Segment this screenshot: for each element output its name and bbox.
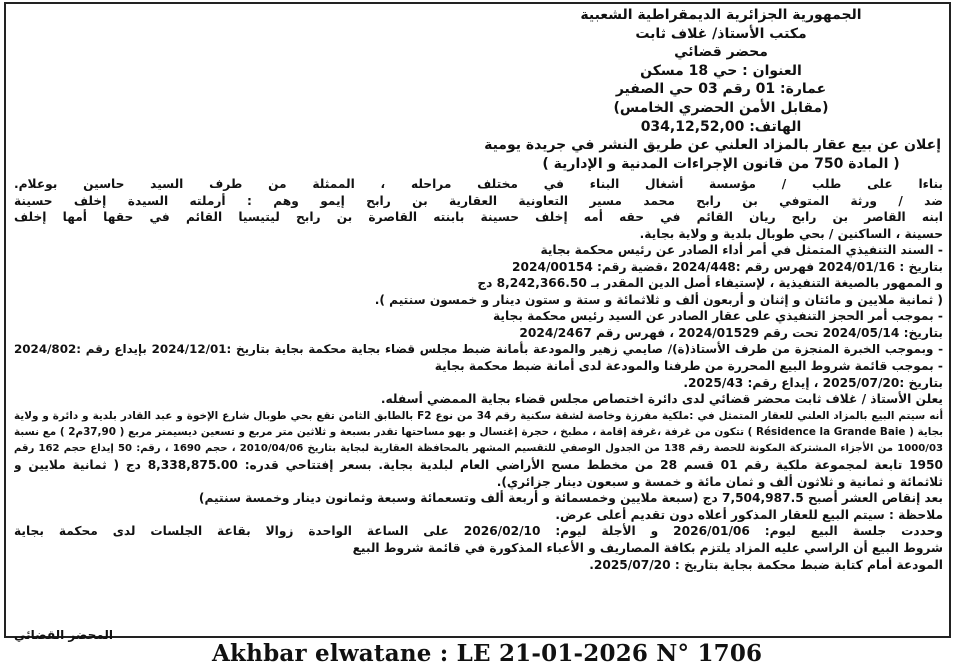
body-line: أنه سيتم البيع بالمزاد العلني للعقار المتمثل في :ملكية مفرزة وخاصة لشقة سكنية رقم 34 من نوع F2 بالطابق الثامن تقع بحي طوبال شارع الإخوة و عبد القادر بلدية و دائرة و ولاية <box>14 409 943 422</box>
body-line: بناءا على طلب / مؤسسة أشغال البناء في مختلف مراحله ، الممثلة من طرف السيد حاسين بوعلام. <box>14 177 943 191</box>
body-line: ملاحظة : سيتم البيع للعقار المذكور أعلاه دون تقديم أعلى عرض. <box>555 507 943 522</box>
header-line: ( المادة 750 من قانون الإجراءات المدنية و الإدارية ) <box>542 155 900 172</box>
body-line: ابنه القاصر بن رابح ريان القائم في حقه أمه إخلف حسينة بابنته القاصرة بن رابح ليتيسيا القائم في حقها أمها إخلف <box>14 210 943 225</box>
header-line: الهاتف: 034,12,52,00 <box>640 118 802 135</box>
body-line: ( ثمانية ملايين و مائتان و إثنان و أربعون ألف و ثلاثمائة و ستة و ستون دينار و خمسون سنتيم ). <box>374 292 943 307</box>
bailiff-signature-label: المحضر القضائي <box>14 628 114 642</box>
header-line: العنوان : حي 18 مسكن <box>640 62 802 79</box>
body-line: شروط البيع أن الراسي عليه المزاد يلتزم بكافة المصاريف و الأعباء المذكورة في قائمة شروط البيع <box>352 541 943 556</box>
header-line: (مقابل الأمن الحضري الخامس) <box>613 99 829 116</box>
notice-body <box>14 176 943 573</box>
body-line: 1000/03 من الأجزاء المشتركة المكونة للحصة رقم 138 من الجدول الوصفي للتقسيم المشهر بالمحافظة العقارية لبجاية بتاريخ 2010/04/06 ، حجم 1690 ، رقم: 50 إيداع حجم 162 رقم <box>14 442 943 454</box>
header-line: إعلان عن بيع عقار بالمزاد العلني عن طريق النشر في جريدة يومية <box>484 137 941 154</box>
header-line: الجمهورية الجزائرية الديمقراطية الشعبية <box>580 7 862 23</box>
body-line: ثلاثمائة و ثمانية و ثلاثون ألف و ثمان مائة و خمسة و سبعون دينار جزائري). <box>496 474 943 489</box>
body-line: بجاية ( Résidence la Grande Baie ) تتكون من غرفة ،غرفة إقامة ، مطبخ ، حجرة إغتسال و بهو مساحتها تقدر بسبعة و ثلاثين متر مربع و تسعين ديسيمتر مربع ( 37,90م2 ) مع نسبة <box>14 426 943 439</box>
header-line: مكتب الأستاذ/ غلاف ثابت <box>635 25 807 42</box>
body-line: حسينة ، الساكنين / بحي طوبال بلدية و ولاية بجاية. <box>639 226 943 241</box>
body-line: يعلن الأستاذ / غلاف ثابت محضر قضائي لدى دائرة اختصاص مجلس قضاء بجاية الممضي أسفله. <box>380 392 943 407</box>
body-line: بتاريخ: 2024/05/14 تحت رقم 2024/01529 ، فهرس رقم 2024/2467 <box>519 325 943 340</box>
body-line: بتاريخ : 2024/01/16 فهرس رقم :2024/448 ،قضية رقم: 2024/00154 <box>512 259 943 274</box>
body-line: 1950 تابعة لمجموعة ملكية رقم 01 قسم 28 من مخطط مسح الأراضي العام لبلدية بجاية. بسعر إفتتاحي قدره: 8,338,875.00 دج ( ثمانية ملايين و <box>14 458 943 473</box>
body-line: المودعة أمام كتابة ضبط محكمة بجاية بتاريخ : 2025/07/20. <box>589 557 943 572</box>
body-line: بتاريخ :2025/07/20 ، إيداع رقم: 2025/43. <box>683 375 943 390</box>
body-line: ضد / ورثة المتوفي بن رابح محمد مسير التعاونية العقارية بن رابح إيمو وهم : أرملته السيدة إخلف حسينة <box>14 193 943 208</box>
header-line: عمارة: 01 رقم 03 حي الصفير <box>615 81 827 98</box>
body-line: وحددت جلسة البيع ليوم: 2026/01/06 و الأجلة ليوم: 2026/02/10 على الساعة الواحدة زوالا بقاعة الجلسات لدى محكمة بجاية <box>14 524 943 539</box>
body-line: بعد إنقاص العشر أصبح 7,504,987.5 دج (سبعة ملايين وخمسمائة و أربعة ألف وتسعمائة وسبعة وثمانون دينار وخمسة سنتيم) <box>198 491 943 506</box>
notice-header <box>484 6 941 173</box>
body-line: - بموجب أمر الحجز التنفيذي على عقار الصادر عن السيد رئيس محكمة بجاية <box>493 309 943 324</box>
header-line: محضر قضائي <box>674 44 768 61</box>
body-line: و الممهور بالصيغة التنفيذية ، لإستيفاء أصل الدين المقدر بـ 8,242,366.50 دج <box>477 276 943 291</box>
publication-reference: Akhbar elwatane : LE 21-01-2026 N° 1706 <box>212 640 763 667</box>
body-line: - السند التنفيذي المتمثل في أمر أداء الصادر عن رئيس محكمة بجاية <box>540 243 943 258</box>
body-line: - بموجب قائمة شروط البيع المحررة من طرفنا والمودعة لدى أمانة ضبط محكمة بجاية <box>434 359 943 374</box>
body-line: - وبموجب الخبرة المنجزة من طرف الأستاذ(ة)/ صايمي زهير والمودعة بأمانة ضبط مجلس قضاء بجاية محكمة بجاية بتاريخ :2024/12/01 بإيداع رقم :2024/802 <box>14 342 943 357</box>
